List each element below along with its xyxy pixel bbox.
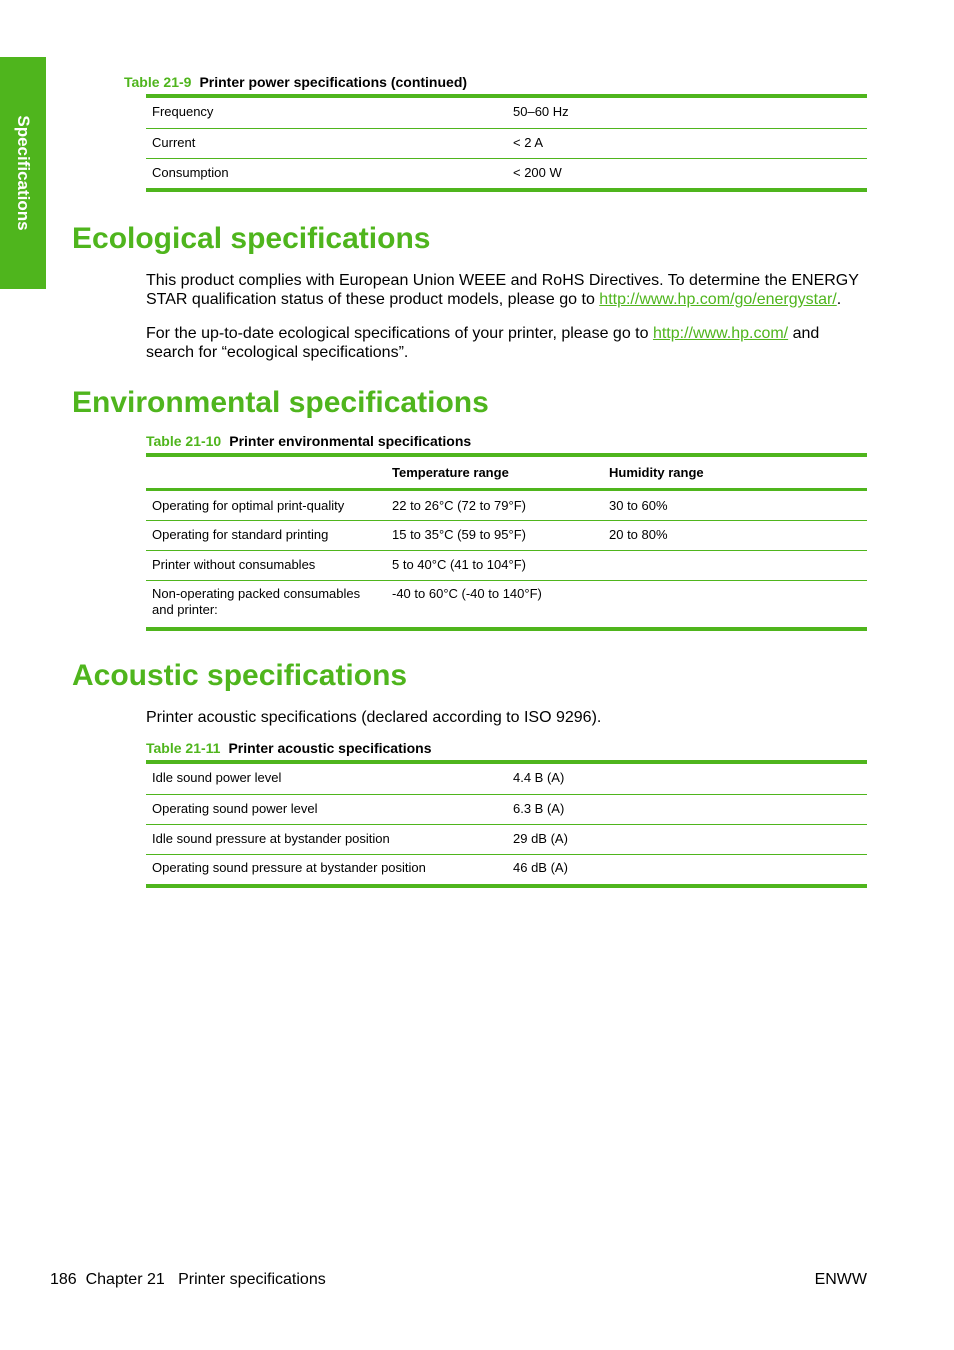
cell-temperature: 22 to 26°C (72 to 79°F) xyxy=(392,498,526,513)
cell-temperature: 15 to 35°C (59 to 95°F) xyxy=(392,527,526,542)
cell-temperature: 5 to 40°C (41 to 104°F) xyxy=(392,557,526,572)
cell-label: Idle sound pressure at bystander position xyxy=(152,831,390,846)
table-row xyxy=(146,521,867,551)
cell-condition: Non-operating packed consumables and printer: xyxy=(152,586,361,617)
environmental-heading: Environmental specifications xyxy=(72,386,489,419)
cell-label: Operating sound power level xyxy=(152,801,318,816)
table-power-number: Table 21-9 xyxy=(124,74,192,90)
footer-chapter-title: Printer specifications xyxy=(178,1271,326,1288)
table-bottom-rule xyxy=(146,884,867,888)
table-environmental-title: Printer environmental specifications xyxy=(229,433,472,449)
cell-label: Consumption xyxy=(152,165,229,180)
cell-temperature: -40 to 60°C (-40 to 140°F) xyxy=(392,586,542,601)
cell-label: Current xyxy=(152,135,196,150)
acoustic-intro: Printer acoustic specifications (declared according to ISO 9296). xyxy=(146,709,602,726)
ecological-p2-text: For the up-to-date ecological specifications of your printer, please go to xyxy=(146,325,653,342)
ecological-heading: Ecological specifications xyxy=(72,222,431,255)
ecological-paragraph-1 xyxy=(146,271,871,309)
cell-label: Frequency xyxy=(152,104,214,119)
cell-value: 29 dB (A) xyxy=(513,831,568,846)
side-tab-label: Specifications xyxy=(14,115,33,231)
cell-humidity: 20 to 80% xyxy=(609,527,668,542)
cell-condition: Printer without consumables xyxy=(152,557,316,572)
header-cell-humidity: Humidity range xyxy=(609,465,704,480)
table-row xyxy=(146,129,867,159)
table-acoustic xyxy=(146,760,867,888)
table-header-row xyxy=(146,457,867,488)
ecological-p2-end: and search for “ecological specifications”. xyxy=(146,325,820,361)
table-environmental xyxy=(146,453,867,631)
energystar-link[interactable]: http://www.hp.com/go/energystar/ xyxy=(599,291,837,308)
cell-value: 4.4 B (A) xyxy=(513,770,565,785)
cell-value: < 200 W xyxy=(513,165,562,180)
table-row xyxy=(146,491,867,521)
table-row xyxy=(146,825,867,855)
table-bottom-rule xyxy=(146,627,867,631)
cell-value: 46 dB (A) xyxy=(513,860,568,875)
cell-label: Operating sound pressure at bystander position xyxy=(152,860,426,875)
table-row xyxy=(146,159,867,188)
side-tab xyxy=(0,57,46,289)
footer-chapter: Chapter 21 xyxy=(85,1271,165,1288)
header-cell-temperature: Temperature range xyxy=(392,465,509,480)
table-bottom-rule xyxy=(146,188,867,192)
page-number: 186 xyxy=(50,1271,77,1288)
table-power xyxy=(146,94,867,192)
table-row xyxy=(146,551,867,581)
hp-link[interactable]: http://www.hp.com/ xyxy=(652,325,789,342)
table-environmental-caption xyxy=(146,433,471,449)
ecological-p1-text: This product complies with European Union WEEE and RoHS Directives. To determine the ENERGY STAR qualification status of these product models, please go to xyxy=(146,272,859,308)
table-power-title: Printer power specifications (continued) xyxy=(199,74,468,90)
acoustic-heading: Acoustic specifications xyxy=(72,659,408,692)
ecological-p1-end: . xyxy=(836,291,842,308)
table-power-caption xyxy=(124,74,467,90)
table-acoustic-number: Table 21-11 xyxy=(146,740,221,756)
footer-left xyxy=(50,1271,326,1289)
table-environmental-number: Table 21-10 xyxy=(146,433,222,449)
ecological-paragraph-2 xyxy=(146,324,871,362)
table-acoustic-title: Printer acoustic specifications xyxy=(228,740,432,756)
table-acoustic-caption xyxy=(146,740,432,756)
cell-label: Idle sound power level xyxy=(152,770,282,785)
cell-humidity: 30 to 60% xyxy=(609,498,668,513)
table-row xyxy=(146,98,867,129)
table-row xyxy=(146,764,867,795)
cell-value: 6.3 B (A) xyxy=(513,801,565,816)
table-row xyxy=(146,855,867,884)
cell-value: < 2 A xyxy=(513,135,543,150)
cell-condition: Operating for standard printing xyxy=(152,527,329,542)
footer-right: ENWW xyxy=(814,1271,867,1288)
table-row xyxy=(146,581,867,627)
cell-condition: Operating for optimal print-quality xyxy=(152,498,345,513)
cell-value: 50–60 Hz xyxy=(513,104,569,119)
table-row xyxy=(146,795,867,825)
